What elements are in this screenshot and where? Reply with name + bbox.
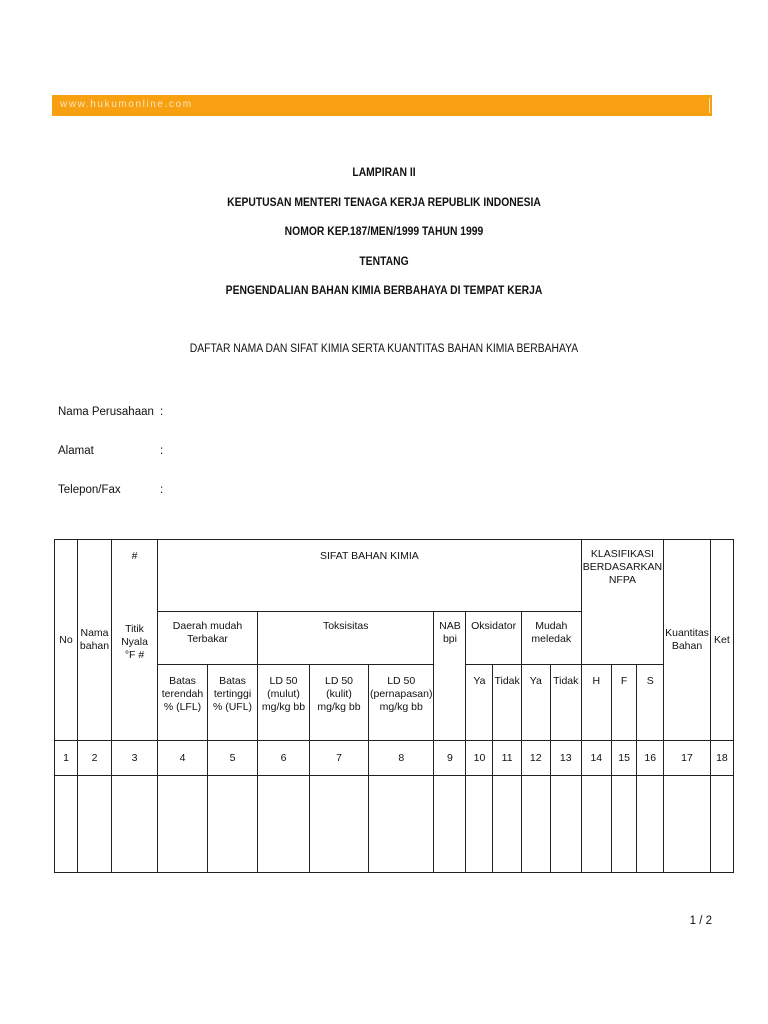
page-number: 1 / 2 xyxy=(689,915,712,927)
title-line: PENGENDALIAN BAHAN KIMIA BERBAHAYA DI TEMPAT KERJA xyxy=(225,285,543,297)
chemical-table xyxy=(54,539,734,873)
site-url: www.hukumonline.com xyxy=(60,99,193,110)
sub-ld50-kulit: LD 50 (kulit) mg/kg bb xyxy=(310,665,369,741)
site-banner xyxy=(52,95,712,116)
header-nab: NAB bpi xyxy=(434,612,466,741)
column-number: 8 xyxy=(369,741,434,776)
sub-f: F xyxy=(611,665,637,741)
header-oksidator: Oksidator xyxy=(466,612,521,665)
column-number: 4 xyxy=(158,741,208,776)
data-cell[interactable] xyxy=(493,776,521,873)
field-telepon: Telepon/Fax : xyxy=(58,484,164,496)
title-line: LAMPIRAN II xyxy=(352,167,416,179)
titik-nyala-unit: °F # xyxy=(124,649,145,661)
sub-meledak-ya: Ya xyxy=(521,665,550,741)
sub-ufl: Batas tertinggi % (UFL) xyxy=(208,665,258,741)
field-alamat: Alamat : xyxy=(58,445,164,457)
sub-oks-ya: Ya xyxy=(466,665,493,741)
column-number: 9 xyxy=(434,741,466,776)
title-line: KEPUTUSAN MENTERI TENAGA KERJA REPUBLIK INDONESIA xyxy=(227,197,541,209)
header-sifat: SIFAT BAHAN KIMIA xyxy=(158,540,582,612)
header-daerah: Daerah mudah Terbakar xyxy=(158,612,258,665)
data-cell[interactable] xyxy=(258,776,310,873)
header-no: No xyxy=(55,540,78,741)
data-cell[interactable] xyxy=(581,776,611,873)
column-number: 10 xyxy=(466,741,493,776)
header-nama: Nama bahan xyxy=(78,540,112,741)
data-cell[interactable] xyxy=(521,776,550,873)
data-cell[interactable] xyxy=(611,776,637,873)
data-cell[interactable] xyxy=(369,776,434,873)
data-cell[interactable] xyxy=(637,776,664,873)
column-number: 3 xyxy=(112,741,158,776)
sub-lfl: Batas terendah % (LFL) xyxy=(158,665,208,741)
data-cell[interactable] xyxy=(434,776,466,873)
column-number: 16 xyxy=(637,741,664,776)
column-number: 18 xyxy=(710,741,733,776)
sub-oks-tidak: Tidak xyxy=(493,665,521,741)
column-number: 11 xyxy=(493,741,521,776)
subtitle: DAFTAR NAMA DAN SIFAT KIMIA SERTA KUANTITAS BAHAN KIMIA BERBAHAYA xyxy=(189,343,579,355)
data-cell[interactable] xyxy=(78,776,112,873)
header-klasifikasi: KLASIFIKASI BERDASARKAN NFPA xyxy=(581,540,663,665)
empty-row xyxy=(55,776,734,873)
column-number: 2 xyxy=(78,741,112,776)
data-cell[interactable] xyxy=(55,776,78,873)
title-line: TENTANG xyxy=(359,256,409,268)
data-cell[interactable] xyxy=(710,776,733,873)
column-number: 7 xyxy=(310,741,369,776)
sub-ld50-mulut: LD 50 (mulut) mg/kg bb xyxy=(258,665,310,741)
data-cell[interactable] xyxy=(112,776,158,873)
field-nama-perusahaan: Nama Perusahaan : xyxy=(58,406,164,418)
column-number: 14 xyxy=(581,741,611,776)
sub-h: H xyxy=(581,665,611,741)
header-titik-nyala xyxy=(112,540,158,741)
column-number: 6 xyxy=(258,741,310,776)
column-number: 12 xyxy=(521,741,550,776)
number-row xyxy=(55,741,734,776)
column-number: 17 xyxy=(664,741,711,776)
data-cell[interactable] xyxy=(158,776,208,873)
header-toksisitas: Toksisitas xyxy=(258,612,434,665)
column-number: 15 xyxy=(611,741,637,776)
data-cell[interactable] xyxy=(310,776,369,873)
header-ket: Ket xyxy=(710,540,733,741)
header-meledak: Mudah meledak xyxy=(521,612,581,665)
titik-nyala-label: Titik Nyala xyxy=(121,623,148,648)
data-cell[interactable] xyxy=(208,776,258,873)
data-cell[interactable] xyxy=(466,776,493,873)
sub-s: S xyxy=(637,665,664,741)
hash-mark: # xyxy=(131,550,138,562)
data-cell[interactable] xyxy=(550,776,581,873)
column-number: 13 xyxy=(550,741,581,776)
sub-meledak-tidak: Tidak xyxy=(550,665,581,741)
header-kuantitas: Kuantitas Bahan xyxy=(664,540,711,741)
title-line: NOMOR KEP.187/MEN/1999 TAHUN 1999 xyxy=(284,226,484,238)
data-cell[interactable] xyxy=(664,776,711,873)
sub-ld50-pernapasan: LD 50 (pernapasan) mg/kg bb xyxy=(369,665,434,741)
column-number: 1 xyxy=(55,741,78,776)
column-number: 5 xyxy=(208,741,258,776)
